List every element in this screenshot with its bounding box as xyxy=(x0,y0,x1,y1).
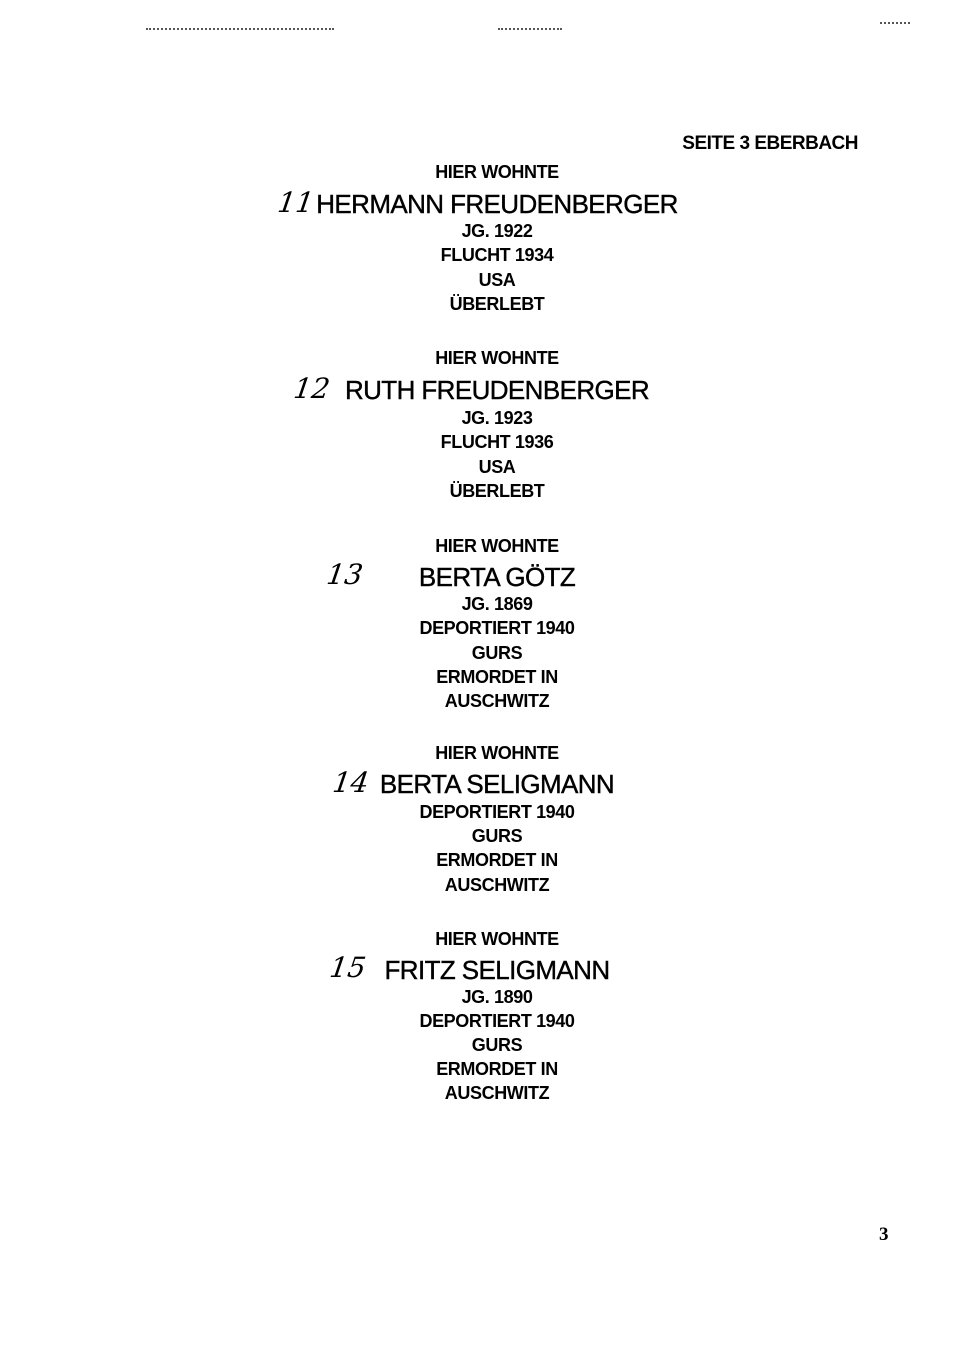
detail-line: DEPORTIERT 1940 xyxy=(419,1011,575,1031)
detail-line: ÜBERLEBT xyxy=(449,294,545,314)
detail-line: FLUCHT 1934 xyxy=(440,245,554,265)
person-name: BERTA SELIGMANN xyxy=(379,769,615,799)
detail-line: ERMORDET IN xyxy=(436,850,558,870)
handwritten-number: 14 xyxy=(330,766,371,799)
hier-wohnte-label: HIER WOHNTE xyxy=(435,743,559,763)
handwritten-number: 11 xyxy=(275,186,316,219)
detail-line: GURS xyxy=(471,826,523,846)
person-name: FRITZ SELIGMANN xyxy=(384,955,610,985)
detail-line: ÜBERLEBT xyxy=(449,481,545,501)
person-name: HERMANN FREUDENBERGER xyxy=(316,189,678,219)
detail-line: AUSCHWITZ xyxy=(444,875,550,895)
detail-line: FLUCHT 1936 xyxy=(440,432,554,452)
detail-line: GURS xyxy=(471,1035,523,1055)
hier-wohnte-label: HIER WOHNTE xyxy=(435,929,559,949)
handwritten-number: 15 xyxy=(327,951,368,984)
scan-artifact-right xyxy=(880,22,910,27)
scan-artifact-mid xyxy=(498,28,562,33)
hier-wohnte-label: HIER WOHNTE xyxy=(435,162,559,182)
detail-line: JG. 1869 xyxy=(461,594,533,614)
detail-line: JG. 1923 xyxy=(461,408,533,428)
handwritten-number: 13 xyxy=(324,558,365,591)
page-number: 3 xyxy=(879,1224,889,1245)
detail-line: JG. 1890 xyxy=(461,987,533,1007)
detail-line: USA xyxy=(478,457,516,477)
detail-line: JG. 1922 xyxy=(461,221,533,241)
hier-wohnte-label: HIER WOHNTE xyxy=(435,348,559,368)
detail-line: AUSCHWITZ xyxy=(444,691,550,711)
person-name: BERTA GÖTZ xyxy=(418,562,576,592)
handwritten-number: 12 xyxy=(291,372,332,405)
detail-line: ERMORDET IN xyxy=(436,1059,558,1079)
detail-line: USA xyxy=(478,270,516,290)
page-header: SEITE 3 EBERBACH xyxy=(682,133,858,154)
detail-line: DEPORTIERT 1940 xyxy=(419,618,575,638)
person-name: RUTH FREUDENBERGER xyxy=(344,375,650,405)
detail-line: GURS xyxy=(471,643,523,663)
hier-wohnte-label: HIER WOHNTE xyxy=(435,536,559,556)
detail-line: AUSCHWITZ xyxy=(444,1083,550,1103)
detail-line: DEPORTIERT 1940 xyxy=(419,802,575,822)
scan-artifact-left xyxy=(146,28,334,33)
detail-line: ERMORDET IN xyxy=(436,667,558,687)
